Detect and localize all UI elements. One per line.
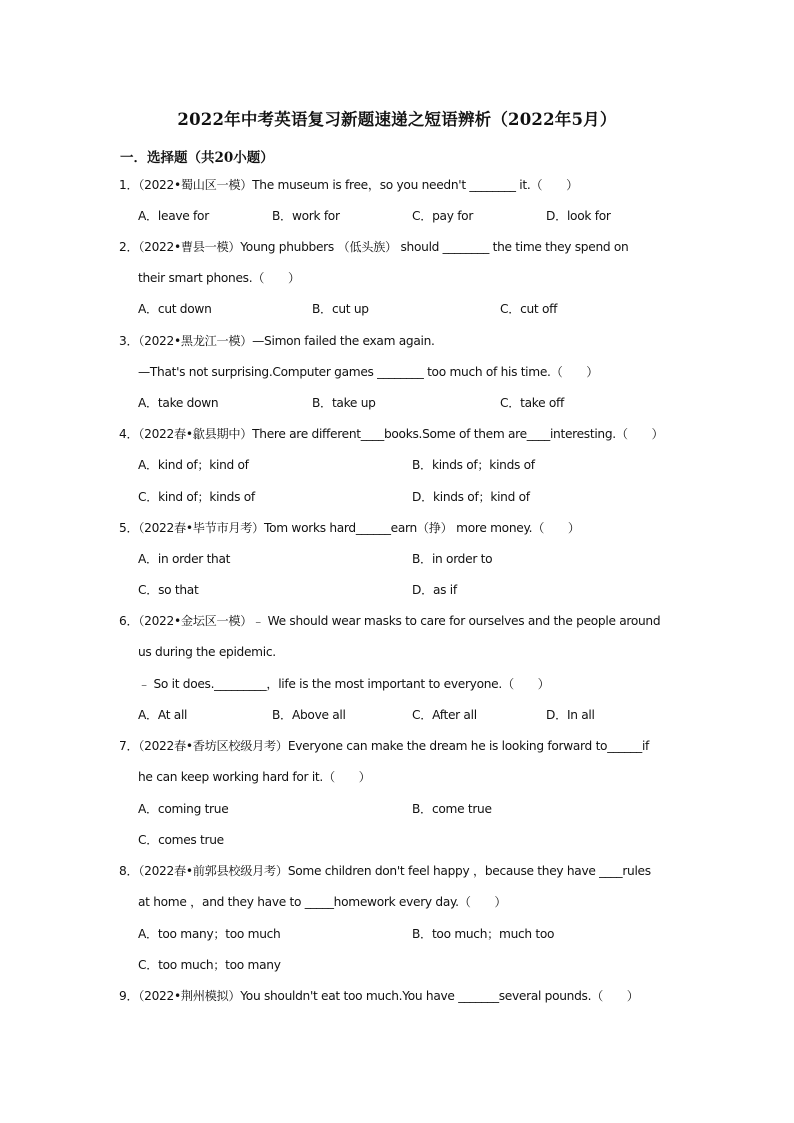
question-1-option-a[interactable]: A．leave for (138, 209, 209, 223)
question-5-option-d[interactable]: D．as if (412, 583, 457, 597)
question-1-option-c[interactable]: C．pay for (412, 209, 474, 223)
question-5-option-b[interactable]: B．in order to (412, 552, 493, 566)
question-6-option-c[interactable]: C．After all (412, 708, 477, 722)
question-3-option-a[interactable]: A．take down (138, 396, 219, 410)
question-5-line-1: 5．（2022春•毕节市月考）Tom works hard______earn（挣） more money.（ ） (119, 521, 580, 535)
question-4-option-b[interactable]: B．kinds of；kinds of (412, 458, 535, 472)
question-4-option-c[interactable]: C．kind of；kinds of (138, 490, 255, 504)
question-7-option-a[interactable]: A．coming true (138, 802, 229, 816)
question-7-line-2: he can keep working hard for it.（ ） (138, 770, 371, 784)
question-6-option-b[interactable]: B．Above all (272, 708, 346, 722)
question-3-line-1: 3．（2022•黑龙江一模）—Simon failed the exam again. (119, 334, 435, 348)
question-1-option-d[interactable]: D．look for (546, 209, 611, 223)
question-2-option-b[interactable]: B．cut up (312, 302, 369, 316)
document-title: 2022年中考英语复习新题速递之短语辨析（2022年5月） (177, 110, 617, 129)
question-4-option-a[interactable]: A．kind of；kind of (138, 458, 249, 472)
question-8-line-1: 8．（2022春•前郭县校级月考）Some children don't feel happy ，because they have ____rules (119, 864, 651, 878)
question-9-line-1: 9．（2022•荆州模拟）You shouldn't eat too much.You have _______several pounds.（ ） (119, 989, 639, 1003)
question-8-option-a[interactable]: A．too many；too much (138, 927, 281, 941)
question-4-line-1: 4．（2022春•歙县期中）There are different____books.Some of them are____interesting.（ ） (119, 427, 664, 441)
question-7-option-b[interactable]: B．come true (412, 802, 492, 816)
question-8-option-b[interactable]: B．too much；much too (412, 927, 555, 941)
question-1-option-b[interactable]: B．work for (272, 209, 340, 223)
question-3-option-c[interactable]: C．take off (500, 396, 564, 410)
question-6-line-2: us during the epidemic. (138, 645, 276, 659)
question-5-option-c[interactable]: C．so that (138, 583, 199, 597)
question-7-line-1: 7．（2022春•香坊区校级月考）Everyone can make the dream he is looking forward to______if (119, 739, 650, 753)
section-heading: 一．选择题（共20小题） (120, 150, 274, 166)
question-4-option-d[interactable]: D．kinds of；kind of (412, 490, 530, 504)
question-6-line-1: 6．（2022•金坛区一模）﹣ We should wear masks to care for ourselves and the people around (119, 614, 661, 628)
question-5-option-a[interactable]: A．in order that (138, 552, 231, 566)
question-6-line-3: ﹣ So it does._________，life is the most important to everyone.（ ） (138, 677, 550, 691)
question-7-option-c[interactable]: C．comes true (138, 833, 224, 847)
question-6-option-d[interactable]: D．In all (546, 708, 595, 722)
question-3-line-2: —That's not surprising.Computer games ________ too much of his time.（ ） (138, 365, 599, 379)
question-2-option-c[interactable]: C．cut off (500, 302, 558, 316)
question-2-line-2: their smart phones.（ ） (138, 271, 300, 285)
question-3-option-b[interactable]: B．take up (312, 396, 376, 410)
question-8-line-2: at home ，and they have to _____homework every day.（ ） (138, 895, 507, 909)
question-2-option-a[interactable]: A．cut down (138, 302, 212, 316)
question-8-option-c[interactable]: C．too much；too many (138, 958, 281, 972)
question-2-line-1: 2．（2022•曹县一模）Young phubbers （低头族） should ________ the time they spend on (119, 240, 629, 254)
question-1-line-1: 1．（2022•蜀山区一模）The museum is free，so you needn't ________ it.（ ） (119, 178, 578, 192)
question-6-option-a[interactable]: A．At all (138, 708, 188, 722)
